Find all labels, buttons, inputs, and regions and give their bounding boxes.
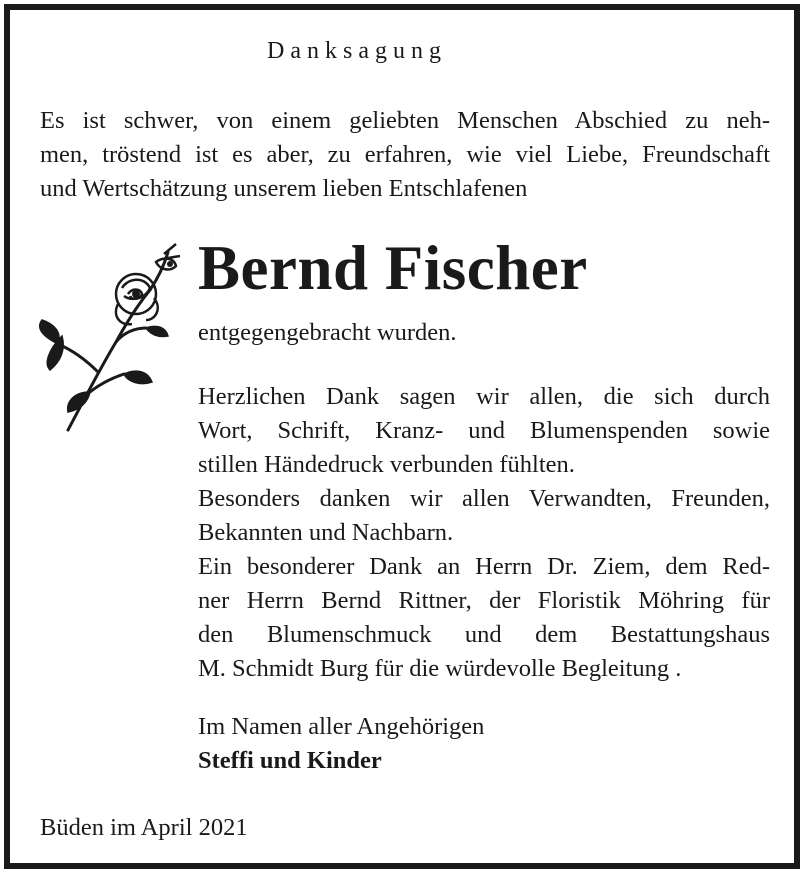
thanks-line: Bekannten und Nachbarn. <box>198 519 454 546</box>
thanks-line: Besonders danken wir allen Verwandten, Freunden, <box>198 485 770 512</box>
signers: Steffi und Kinder <box>198 747 382 774</box>
intro-line: men, tröstend ist es aber, zu erfahren, wie viel Liebe, Freundschaft <box>40 141 770 168</box>
after-name-text: entgegengebracht wurden. <box>198 319 457 346</box>
intro-line: Es ist schwer, von einem geliebten Menschen Abschied zu neh- <box>40 107 770 134</box>
thanks-paragraph <box>198 380 770 686</box>
deceased-name: Bernd Fischer <box>198 233 588 303</box>
thanks-line: den Blumenschmuck und dem Bestattungshaus <box>198 621 770 648</box>
intro-line: und Wertschätzung unserem lieben Entschlafenen <box>40 175 528 202</box>
thanks-line: Wort, Schrift, Kranz- und Blumenspenden sowie <box>198 417 770 444</box>
obituary-notice <box>4 4 800 869</box>
thanks-line: ner Herrn Bernd Rittner, der Floristik Möhring für <box>198 587 770 614</box>
thanks-line: M. Schmidt Burg für die würdevolle Begleitung . <box>198 655 682 682</box>
rose-icon <box>28 232 188 438</box>
thanks-line: Herzlichen Dank sagen wir allen, die sich durch <box>198 383 770 410</box>
thanks-line: stillen Händedruck verbunden fühlten. <box>198 451 575 478</box>
intro-paragraph <box>40 104 770 206</box>
closing-text: Im Namen aller Angehörigen <box>198 713 485 740</box>
heading <box>10 38 794 65</box>
heading-text: Danksagung <box>267 38 447 64</box>
place-date: Büden im April 2021 <box>40 814 248 841</box>
closing-block <box>198 710 770 778</box>
thanks-line: Ein besonderer Dank an Herrn Dr. Ziem, dem Red- <box>198 553 770 580</box>
